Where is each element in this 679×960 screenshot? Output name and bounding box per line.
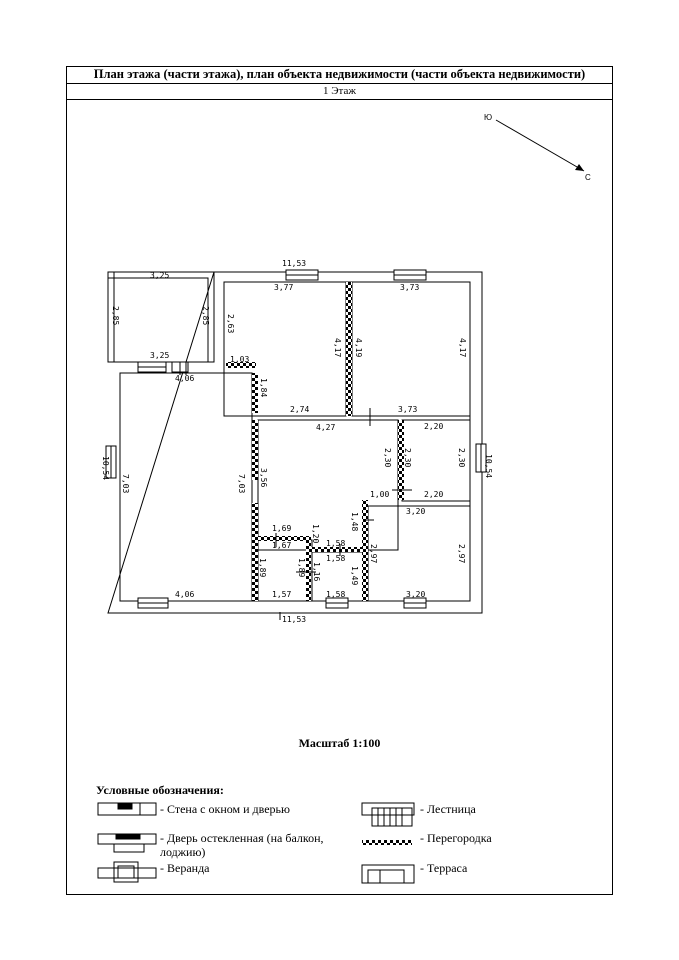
legend-label-glazed-door: - Дверь остекленная (на балкон, лоджию) [160,831,324,859]
dim-corridor-right: 3,56 [259,468,268,488]
dim-wc2-left: 1,16 [312,562,321,582]
scale-label: Масштаб 1:100 [298,736,381,750]
compass-end-label: С [585,173,591,182]
windows [106,270,486,620]
dim-se-left: 2,97 [369,544,378,564]
dim-living-bottom: 4,06 [175,590,195,599]
wall-window-door-icon [98,803,156,815]
dim-hall-bottom: 2,74 [290,405,310,414]
dim-nw-left: 2,63 [226,314,235,334]
compass-arrow [484,113,591,182]
dim-esmall-bottom: 2,20 [424,490,444,499]
legend-label-stairs: - Лестница [420,802,476,816]
dim-veranda-right: 2,85 [201,306,210,326]
page-title: План этажа (части этажа), план объекта недвижимости (части объекта недвижимости) [66,66,613,84]
inner-rooms [120,282,470,601]
dim-se-right: 2,97 [457,544,466,564]
terrace-icon [362,865,414,883]
glazed-door-icon [98,834,156,852]
floor-label: 1 Этаж [66,84,613,100]
dim-wc1-subtop: 1,67 [272,541,292,550]
veranda-room [108,272,214,362]
dim-esmall-left-inner: 2,30 [403,448,412,468]
stairs-icon [362,803,414,826]
dim-living-left: 7,03 [121,474,130,494]
dim-nw-right: 4,17 [333,338,342,358]
dim-living-right: 7,03 [237,474,246,494]
legend-label-terrace: - Терраса [420,861,468,875]
dim-overall-left: 10,54 [101,456,110,481]
compass-start-label: Ю [484,113,493,122]
dim-wc2-subtop: 1,58 [326,554,346,563]
dim-esmall-door: 1,00 [370,490,390,499]
dim-living-top: 4,06 [175,374,195,383]
dim-misc-b: 1,48 [350,512,359,532]
legend-label-partition: - Перегородка [420,831,492,845]
dim-hall-top: 1,03 [230,355,250,364]
dim-misc-a: 1,20 [311,524,320,544]
dim-wc1-left: 1,89 [258,558,267,578]
dim-overall-bottom: 11,53 [282,615,307,624]
dim-misc-c: 1,49 [350,566,359,586]
legend-title: Условные обозначения: [96,783,224,797]
dim-wc1-bottom: 1,57 [272,590,292,599]
dim-esmall-left: 2,30 [383,448,392,468]
dim-veranda-top: 3,25 [150,271,170,280]
dim-hall-side: 1,84 [259,378,268,398]
dim-wc2-bottom: 1,58 [326,590,346,599]
dim-overall-top: 11,53 [282,259,307,268]
dim-corridor-top: 4,27 [316,423,336,432]
legend-label-veranda: - Веранда [160,861,210,875]
dim-ne-top: 3,73 [400,283,420,292]
dim-wc1-top: 1,69 [272,524,292,533]
dim-overall-right: 10,54 [484,454,493,479]
dim-veranda-bottom: 3,25 [150,351,170,360]
legend-label-wall: - Стена с окном и дверью [160,802,290,816]
veranda-icon [98,862,156,882]
dimension-labels [101,259,493,624]
outer-walls [108,272,482,613]
dim-esmall-top: 2,20 [424,422,444,431]
partition-icon [362,840,412,845]
dim-se-top: 3,20 [406,507,426,516]
dim-ne-right: 4,17 [458,338,467,358]
dim-ne-left: 4,19 [354,338,363,358]
dim-nw-top: 3,77 [274,283,294,292]
dim-wc2-top: 1,58 [326,539,346,548]
dim-veranda-left: 2,85 [111,306,120,326]
dim-esmall-right: 2,30 [457,448,466,468]
dim-wc1-right: 1,89 [297,558,306,578]
dim-ne-bottom: 3,73 [398,405,418,414]
dim-se-bottom: 3,20 [406,590,426,599]
